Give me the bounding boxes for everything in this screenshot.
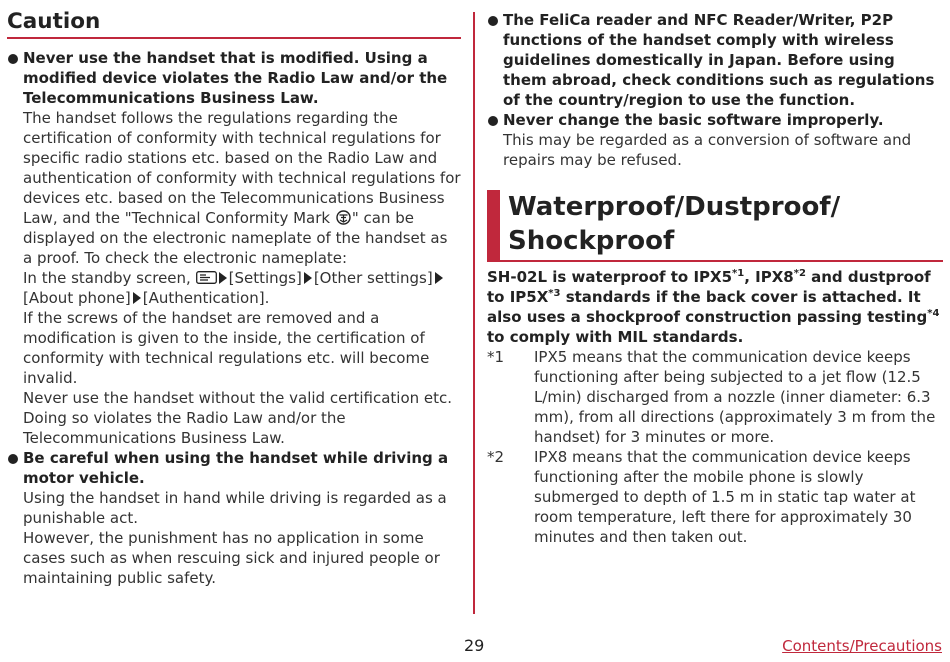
bullet-icon xyxy=(488,116,498,126)
arrow-right-icon xyxy=(304,272,312,284)
menu-key-icon xyxy=(196,269,217,282)
caution-item-felica xyxy=(487,10,943,110)
technical-conformity-mark-icon xyxy=(335,210,352,225)
footnote-mark: *1 xyxy=(487,348,505,366)
waterproof-intro: SH-02L is waterproof to IPX5$^{*1}$, IPX8$^{*2}$ and dustproof to $IP5X^{*3}$ standards if the back cover is attached. It also uses a shockproof construction passing testing$^{*4}$ to comply with MIL standards. xyxy=(487,268,940,346)
bullet-heading: Never use the handset that is modified. Using a modified device violates the Radio Law and/or the Telecommunications Business Law. xyxy=(23,49,448,107)
bullet-heading: Never change the basic software improperly. xyxy=(503,111,884,129)
footnote-mark: *2 xyxy=(487,448,505,466)
arrow-right-icon xyxy=(435,272,443,284)
bullet-heading: The FeliCa reader and NFC Reader/Writer, P2P functions of the handset comply with wireless guidelines domestically in Japan. Before using them abroad, check conditions such as regulations of the country/region to use the function. xyxy=(503,11,935,109)
bullet-icon xyxy=(8,454,18,464)
footnote-item xyxy=(487,447,943,547)
contents-precautions-link[interactable]: Contents/Precautions xyxy=(782,637,942,655)
footnote-text: IPX5 means that the communication device keeps functioning after being subjected to a jet flow (12.5 L/min) discharged from a nozzle (inner diameter: 6.3 mm), from all directions (approximately 3 m from the handset) for 3 minutes or more. xyxy=(534,348,936,446)
column-divider xyxy=(473,12,475,614)
caution-heading: Caution xyxy=(7,10,461,39)
caution-item-modified xyxy=(7,48,461,108)
footnote-item xyxy=(487,347,943,447)
bullet-icon xyxy=(488,16,498,26)
body-paragraph: However, the punishment has no application in some cases such as when rescuing sick and injured people or maintaining public safety. xyxy=(23,529,440,587)
bullet-heading: Be careful when using the handset while driving a motor vehicle. xyxy=(23,449,449,487)
body-paragraph: This may be regarded as a conversion of software and repairs may be refused. xyxy=(503,131,912,169)
footnote-text: IPX8 means that the communication device keeps functioning after the mobile phone is slowly submerged to depth of 1.5 m in static tap water at room temperature, left there for approximately 30 minutes and then taken out. xyxy=(534,448,916,546)
caution-item-driving xyxy=(7,448,461,488)
body-paragraph: Using the handset in hand while driving is regarded as a punishable act. xyxy=(23,489,447,527)
settings-path: In the standby screen, [Settings] [Other settings][About phone] [Authentication]. xyxy=(7,268,461,308)
waterproof-title: Waterproof/Dustproof/ Shockproof xyxy=(508,192,841,256)
waterproof-heading xyxy=(487,190,943,262)
page-number: 29 xyxy=(464,636,485,655)
caution-item-software xyxy=(487,110,943,130)
right-column xyxy=(487,10,943,547)
body-paragraph: Never use the handset without the valid certification etc. Doing so violates the Radio Law and/or the Telecommunications Business Law. xyxy=(23,389,453,447)
body-paragraph: If the screws of the handset are removed and a modification is given to the inside, the certification of conformity with technical regulations etc. will become invalid. xyxy=(23,309,430,387)
left-column xyxy=(7,10,461,588)
arrow-right-icon xyxy=(133,292,141,304)
arrow-right-icon xyxy=(219,272,227,284)
body-paragraph: The handset follows the regulations regarding the certification of conformity with technical regulations for specific radio stations etc. based on the Radio Law and authentication of conformity with technical regulations for devices etc. based on the Telecommunications Business Law, and the "Technical Conformity Mark " can be displayed on the electronic nameplate of the handset as a proof. To check the electronic nameplate: xyxy=(23,109,461,267)
bullet-icon xyxy=(8,54,18,64)
